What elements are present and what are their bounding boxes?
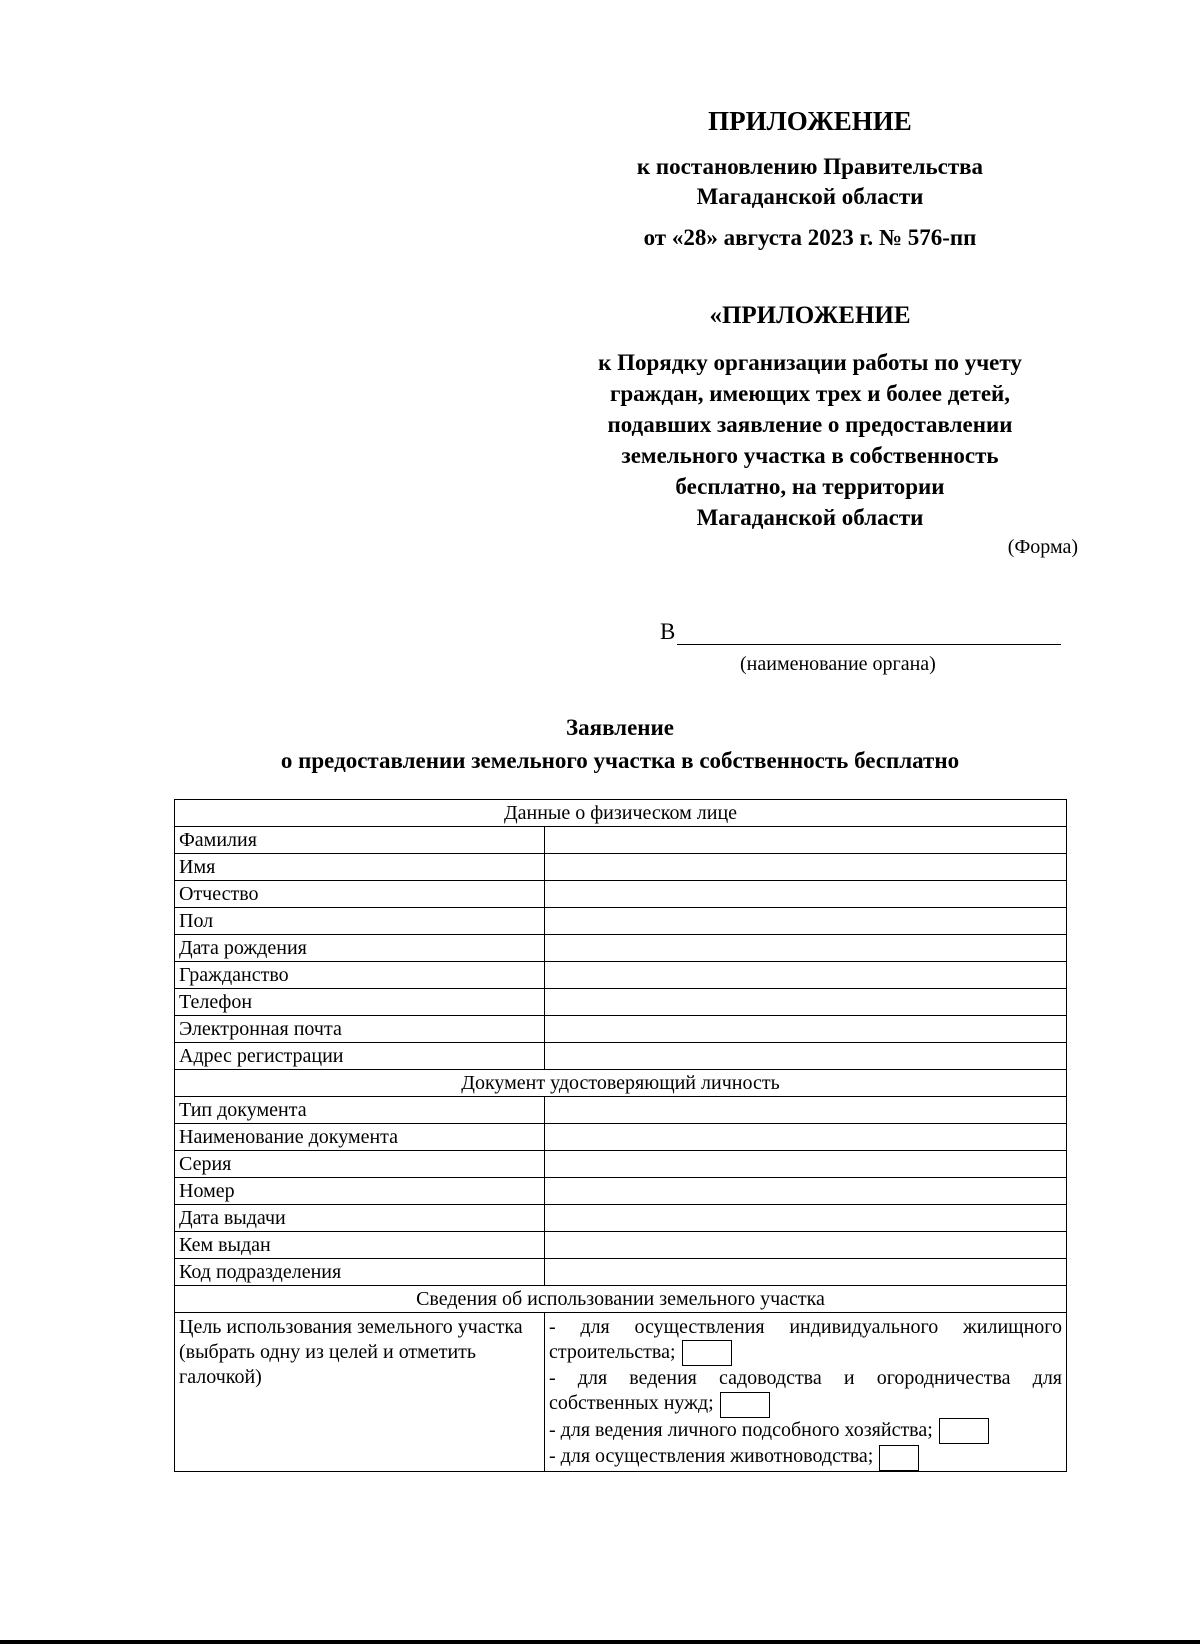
field-label: Серия [175, 1151, 545, 1178]
field-label: Пол [175, 908, 545, 935]
field-value-cell[interactable] [545, 935, 1067, 962]
checkbox-livestock[interactable] [879, 1445, 919, 1471]
title-line-1: Заявление [565, 715, 675, 740]
table-row [175, 1232, 1067, 1259]
table-row [175, 1016, 1067, 1043]
table-row [175, 854, 1067, 881]
resolution-reference [560, 152, 1060, 212]
table-row [175, 1151, 1067, 1178]
section-document-header: Документ удостоверяющий личность [175, 1070, 1067, 1097]
field-label: Номер [175, 1178, 545, 1205]
resolution-line-1: к постановлению Правительства [636, 154, 984, 179]
procedure-line: граждан, имеющих трех и более детей, [609, 381, 1011, 406]
addressee-prefix: В [660, 619, 676, 644]
addressee-line [660, 618, 1061, 645]
field-label: Фамилия [175, 827, 545, 854]
field-value-cell[interactable] [545, 908, 1067, 935]
field-value-cell[interactable] [545, 1232, 1067, 1259]
table-row [175, 1124, 1067, 1151]
field-label: Дата выдачи [175, 1205, 545, 1232]
checkbox-housing[interactable] [682, 1340, 732, 1366]
field-label: Телефон [175, 989, 545, 1016]
field-value-cell[interactable] [545, 854, 1067, 881]
table-row [175, 1043, 1067, 1070]
field-label: Гражданство [175, 962, 545, 989]
procedure-line: к Порядку организации работы по учету [598, 350, 1022, 375]
field-label: Отчество [175, 881, 545, 908]
field-value-cell[interactable] [545, 1016, 1067, 1043]
section-row [175, 1070, 1067, 1097]
field-label: Адрес регистрации [175, 1043, 545, 1070]
addressee-input-line[interactable] [677, 618, 1061, 645]
purpose-option-text: - для осуществления животноводства; [549, 1445, 874, 1468]
purpose-option-housing [549, 1315, 1062, 1366]
field-value-cell[interactable] [545, 962, 1067, 989]
field-value-cell[interactable] [545, 1097, 1067, 1124]
field-value-cell[interactable] [545, 1151, 1067, 1178]
application-title [0, 711, 1200, 777]
section-row [175, 1286, 1067, 1313]
field-value-cell[interactable] [545, 1205, 1067, 1232]
procedure-reference [555, 347, 1065, 533]
application-form-table [174, 799, 1067, 1472]
purpose-option-text: - для осуществления индивидуального жилищного строительства; [549, 1316, 1062, 1363]
table-row [175, 827, 1067, 854]
form-label: (Форма) [1007, 536, 1078, 558]
field-value-cell[interactable] [545, 989, 1067, 1016]
field-value-cell[interactable] [545, 1124, 1067, 1151]
field-label: Имя [175, 854, 545, 881]
table-row [175, 1178, 1067, 1205]
purpose-option-subsidiary-farm [549, 1418, 1062, 1444]
procedure-line: подавших заявление о предоставлении [607, 412, 1013, 437]
title-line-2: о предоставлении земельного участка в собственность бесплатно [280, 748, 960, 773]
checkbox-subsidiary-farm[interactable] [939, 1418, 989, 1444]
table-row [175, 1205, 1067, 1232]
table-row [175, 908, 1067, 935]
field-label: Наименование документа [175, 1124, 545, 1151]
field-label: Электронная почта [175, 1016, 545, 1043]
field-label: Кем выдан [175, 1232, 545, 1259]
procedure-line: Магаданской области [696, 505, 924, 530]
field-value-cell[interactable] [545, 1259, 1067, 1286]
resolution-date: от «28» августа 2023 г. № 576-пп [643, 225, 977, 250]
field-value-cell[interactable] [545, 881, 1067, 908]
field-value-cell[interactable] [545, 827, 1067, 854]
purpose-label: Цель использования земельного участка (выбрать одну из целей и отметить галочкой) [175, 1313, 545, 1472]
field-value-cell[interactable] [545, 1043, 1067, 1070]
addressee-caption: (наименование органа) [740, 653, 936, 675]
section-person-header: Данные о физическом лице [175, 800, 1067, 827]
field-value-cell[interactable] [545, 1178, 1067, 1205]
section-row [175, 800, 1067, 827]
purpose-option-livestock [549, 1444, 1062, 1470]
purpose-option-text: - для ведения садоводства и огородничества для собственных нужд; [549, 1367, 1062, 1415]
table-row [175, 1097, 1067, 1124]
table-row [175, 881, 1067, 908]
purpose-option-text: - для ведения личного подсобного хозяйства; [549, 1418, 933, 1441]
appendix-title: ПРИЛОЖЕНИЕ [708, 106, 912, 136]
checkbox-gardening[interactable] [720, 1392, 770, 1418]
field-label: Тип документа [175, 1097, 545, 1124]
field-label: Дата рождения [175, 935, 545, 962]
table-row [175, 962, 1067, 989]
bottom-divider [0, 1640, 1200, 1644]
table-row [175, 989, 1067, 1016]
procedure-line: земельного участка в собственность [621, 443, 999, 468]
table-row [175, 935, 1067, 962]
purpose-options [545, 1313, 1067, 1472]
appendix-title-2: «ПРИЛОЖЕНИЕ [709, 302, 911, 329]
table-row [175, 1313, 1067, 1472]
field-label: Код подразделения [175, 1259, 545, 1286]
resolution-line-2: Магаданской области [696, 184, 924, 209]
procedure-line: бесплатно, на территории [675, 474, 945, 499]
section-usage-header: Сведения об использовании земельного участка [175, 1286, 1067, 1313]
purpose-option-gardening [549, 1366, 1062, 1417]
table-row [175, 1259, 1067, 1286]
